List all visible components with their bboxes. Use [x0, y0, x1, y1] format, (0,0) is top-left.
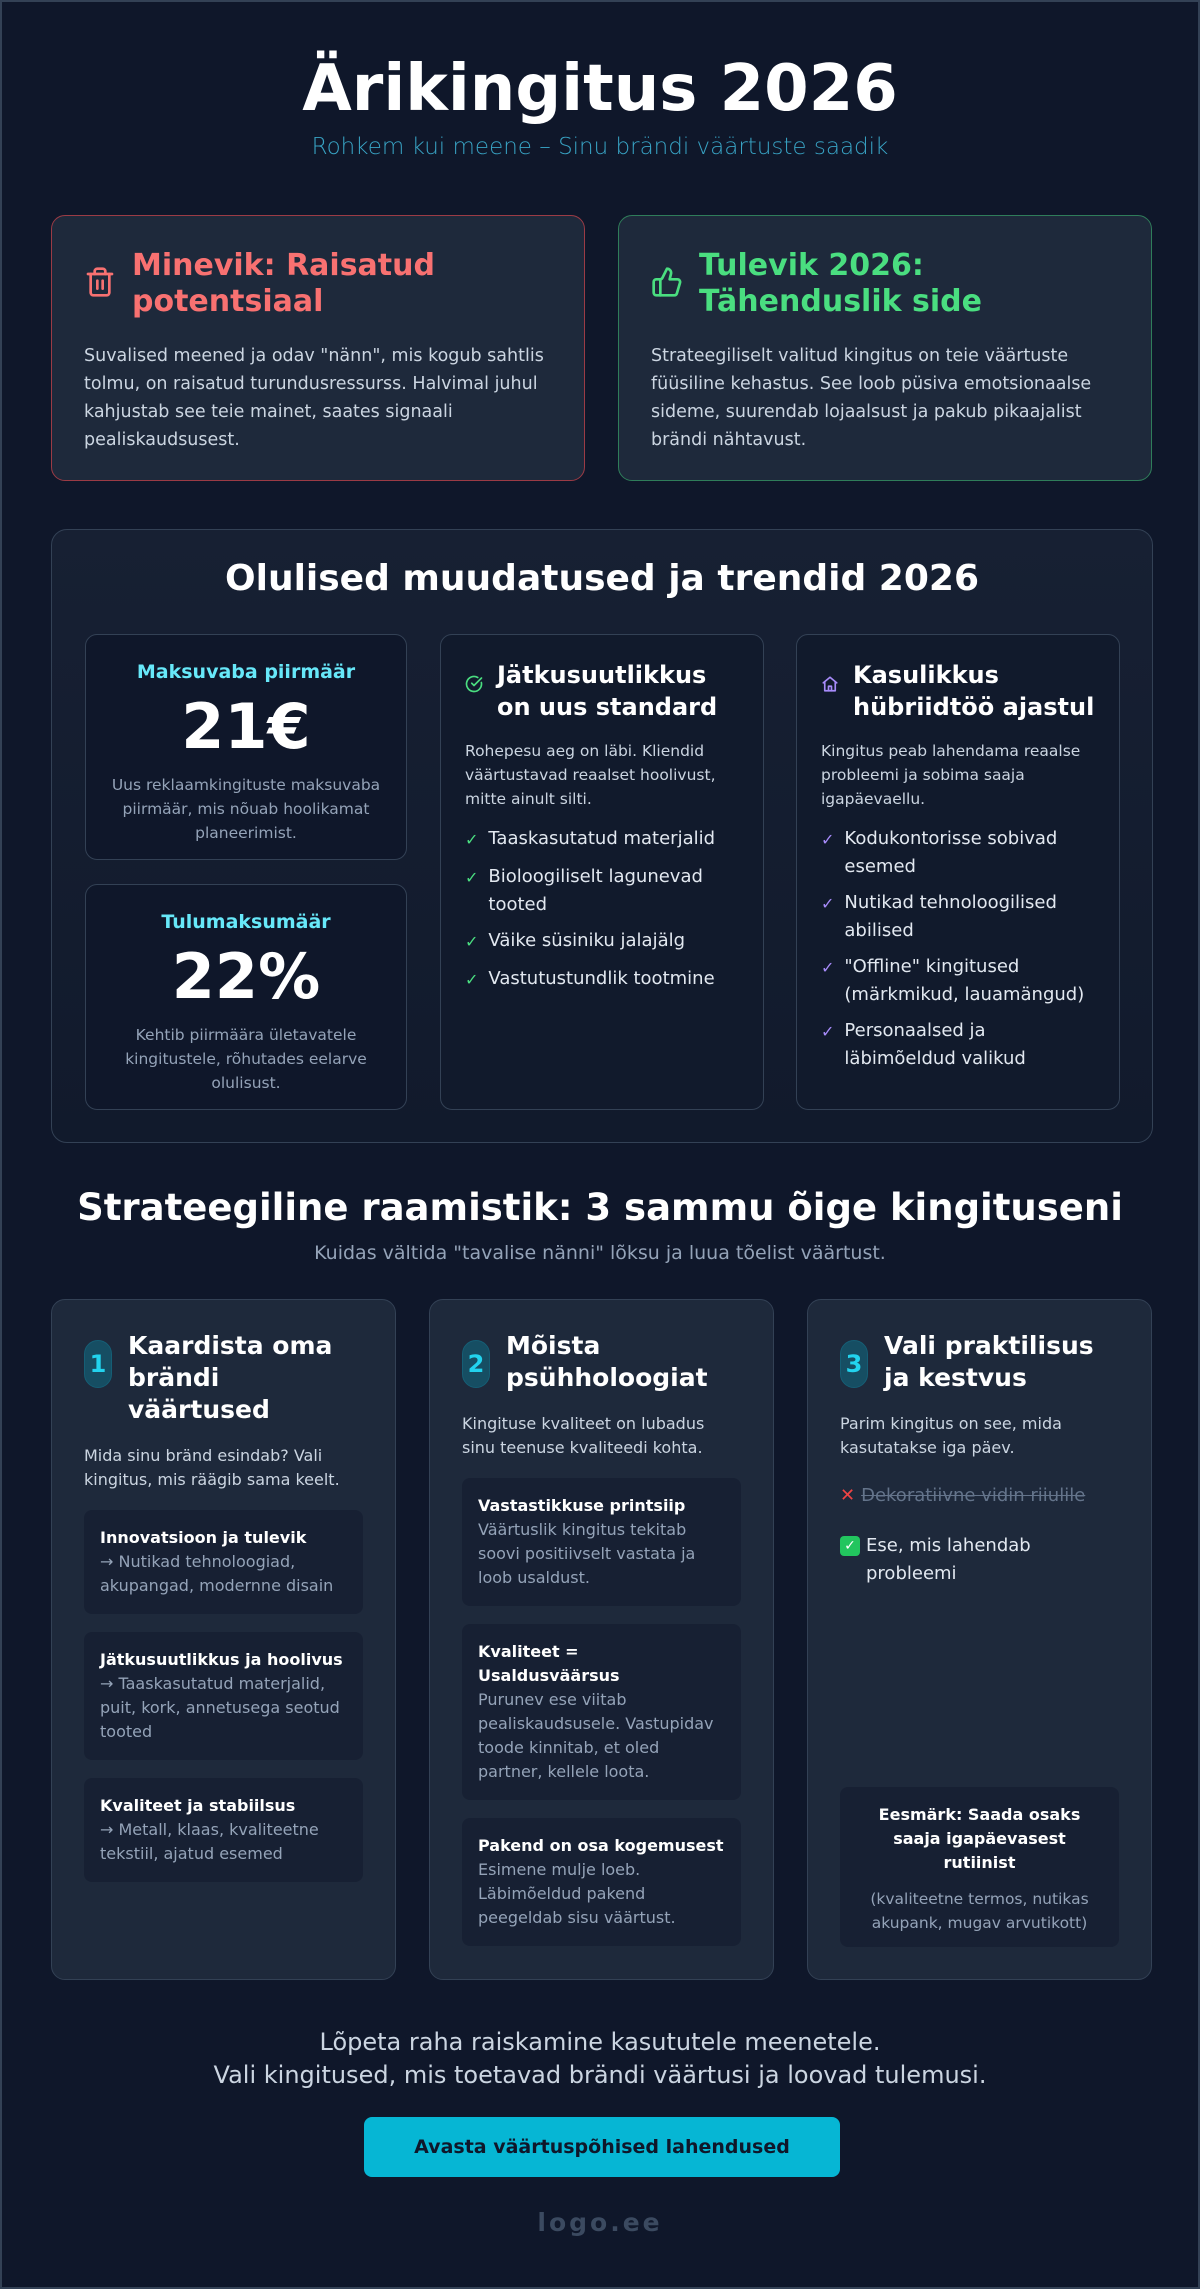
step-title: Mõista psühholoogiat — [506, 1331, 708, 1392]
step-text: Kingituse kvaliteet on lubadus sinu teenuse kvaliteedi kohta. — [462, 1414, 705, 1457]
stat-card-tax-free-limit — [85, 634, 407, 860]
trend-card-title: Kasulikkus hübriidtöö ajastul — [853, 661, 1095, 721]
list-item: ✓ Nutikad tehnoloogilised abilised — [821, 889, 1095, 945]
step-box-heading: Innovatsioon ja tulevik — [100, 1528, 307, 1547]
step-text: Parim kingitus on see, mida kasutatakse iga päev. — [840, 1414, 1062, 1457]
page-title: Ärikingitus 2026 — [302, 52, 898, 126]
checkmark-icon: ✓ — [465, 932, 479, 951]
home-icon — [821, 675, 839, 693]
list-item: ✓ Taaskasutatud materjalid — [465, 825, 739, 855]
bad-example-text: Dekoratiivne vidin riiulile — [861, 1485, 1086, 1506]
closing-line: Lõpeta raha raiskamine kasututele meenetele. — [319, 2028, 881, 2056]
step-box-text: → Metall, klaas, kvaliteetne tekstiil, ajatud esemed — [100, 1820, 319, 1863]
good-example-text: Ese, mis lahendab probleemi — [866, 1535, 1031, 1584]
stat-value: 21€ — [181, 690, 311, 763]
page-subtitle: Rohkem kui meene – Sinu brändi väärtuste saadik — [311, 134, 889, 160]
stat-label: Maksuvaba piirmäär — [136, 661, 356, 683]
list-item: ✓ Bioloogiliselt lagunevad tooted — [465, 863, 739, 919]
future-card-text: Strateegiliselt valitud kingitus on teie väärtuste füüsiline kehastus. See loob püsiva emotsionaalse sideme, suurendab lojaalsust ja pakub pikaajalist brändi nähtavust. — [651, 346, 1092, 450]
step-box — [462, 1818, 741, 1946]
step-text: Mida sinu bränd esindab? Vali kingitus, mis räägib sama keelt. — [84, 1446, 340, 1489]
step-card-3 — [807, 1299, 1152, 1980]
trends-title: Olulised muudatused ja trendid 2026 — [225, 558, 979, 599]
stat-description: Kehtib piirmäära ületavatele kingitustele, rõhutades eelarve olulisust. — [125, 1026, 367, 1092]
trash-icon — [84, 266, 116, 298]
past-card-title: Minevik: Raisatud potentsiaal — [132, 248, 435, 319]
trends-panel — [51, 529, 1153, 1143]
step-box-heading: Pakend on osa kogemusest — [478, 1836, 724, 1855]
good-example — [840, 1532, 1119, 1588]
trend-card-text: Rohepesu aeg on läbi. Kliendid väärtustavad reaalset hoolivust, mitte ainult silti. — [465, 742, 716, 808]
step-number-badge: 1 — [84, 1340, 112, 1388]
checkmark-icon: ✓ — [821, 894, 835, 913]
stat-card-income-tax — [85, 884, 407, 1110]
step-box — [84, 1510, 363, 1614]
step-box-text: Purunev ese viitab pealiskaudsusele. Vastupidav toode kinnitab, et oled partner, kellele loota. — [478, 1690, 714, 1781]
stat-label: Tulumaksumäär — [161, 911, 331, 933]
step-title: Vali praktilisus ja kestvus — [884, 1331, 1094, 1392]
trend-card-text: Kingitus peab lahendama reaalse probleemi ja sobima saaja igapäevaellu. — [821, 742, 1081, 808]
check-mark-icon: ✓ — [840, 1536, 860, 1556]
trend-card-list — [465, 825, 739, 995]
bad-example — [840, 1482, 1119, 1510]
cross-mark-icon: ✕ — [840, 1485, 856, 1506]
checkmark-icon: ✓ — [465, 970, 479, 989]
step-box-heading: Kvaliteet ja stabiilsus — [100, 1796, 296, 1815]
stat-description: Uus reklaamkingituste maksuvaba piirmäär, mis nõuab hoolikamat planeerimist. — [111, 776, 381, 842]
checkmark-icon: ✓ — [821, 958, 835, 977]
checkmark-icon: ✓ — [821, 830, 835, 849]
step-box — [462, 1478, 741, 1606]
list-item: ✓ Kodukontorisse sobivad esemed — [821, 825, 1095, 881]
step-card-1 — [51, 1299, 396, 1980]
list-item: ✓ Väike süsiniku jalajälg — [465, 927, 739, 957]
step-title: Kaardista oma brändi väärtused — [128, 1331, 333, 1424]
cta-button[interactable]: Avasta väärtuspõhised lahendused — [364, 2117, 840, 2177]
checkmark-icon: ✓ — [465, 868, 479, 887]
closing-statement — [2, 2026, 1198, 2092]
step-box-text: → Nutikad tehnoloogiad, akupangad, modernne disain — [100, 1552, 334, 1595]
step-box-heading: Jätkusuutlikkus ja hoolivus — [100, 1650, 343, 1669]
future-card — [618, 215, 1152, 481]
list-item: ✓ Vastutustundlik tootmine — [465, 965, 739, 995]
checkmark-icon: ✓ — [465, 830, 479, 849]
framework-subtitle: Kuidas vältida "tavalise nänni" lõksu ja luua tõelist väärtust. — [314, 1242, 886, 1264]
list-item: ✓ "Offline" kingitused (märkmikud, lauamängud) — [821, 953, 1095, 1009]
logo: logo.ee — [537, 2208, 663, 2237]
step-box-text: Esimene mulje loeb. Läbimõeldud pakend peegeldab sisu väärtust. — [478, 1860, 676, 1927]
step-box-heading: Kvaliteet = Usaldusväärsus — [478, 1642, 620, 1685]
step-card-2 — [429, 1299, 774, 1980]
step-box-heading: Vastastikkuse printsiip — [478, 1496, 686, 1515]
goal-title: Eesmärk: Saada osaks saaja igapäevasest rutiinist — [878, 1805, 1081, 1872]
framework-title: Strateegiline raamistik: 3 sammu õige kingituseni — [77, 1186, 1123, 1229]
goal-text: (kvaliteetne termos, nutikas akupank, mugav arvutikott) — [870, 1890, 1089, 1932]
goal-box — [840, 1787, 1119, 1947]
step-number-badge: 3 — [840, 1340, 868, 1388]
step-box — [462, 1624, 741, 1800]
step-box-text: Väärtuslik kingitus tekitab soovi positiivselt vastata ja loob usaldust. — [478, 1520, 696, 1587]
thumbs-up-icon — [651, 266, 683, 298]
trend-card-list — [821, 825, 1095, 1073]
trend-card-sustainability — [440, 634, 764, 1110]
list-item: ✓ Personaalsed ja läbimõeldud valikud — [821, 1017, 1095, 1073]
step-number-badge: 2 — [462, 1340, 490, 1388]
past-card-text: Suvalised meened ja odav "nänn", mis kogub sahtlis tolmu, on raisatud turundusressurss. Halvimal juhul kahjustab see teie mainet, saates signaali pealiskaudsusest. — [84, 346, 544, 450]
trend-card-usefulness — [796, 634, 1120, 1110]
step-box-text: → Taaskasutatud materjalid, puit, kork, annetusega seotud tooted — [100, 1674, 340, 1741]
future-card-title: Tulevik 2026: Tähenduslik side — [699, 248, 982, 319]
check-circle-icon — [465, 675, 483, 693]
closing-line: Vali kingitused, mis toetavad brändi väärtusi ja loovad tulemusi. — [213, 2061, 987, 2089]
stat-value: 22% — [171, 940, 321, 1013]
checkmark-icon: ✓ — [821, 1022, 835, 1041]
step-box — [84, 1632, 363, 1760]
step-box — [84, 1778, 363, 1882]
past-card — [51, 215, 585, 481]
trend-card-title: Jätkusuutlikkus on uus standard — [497, 661, 718, 721]
